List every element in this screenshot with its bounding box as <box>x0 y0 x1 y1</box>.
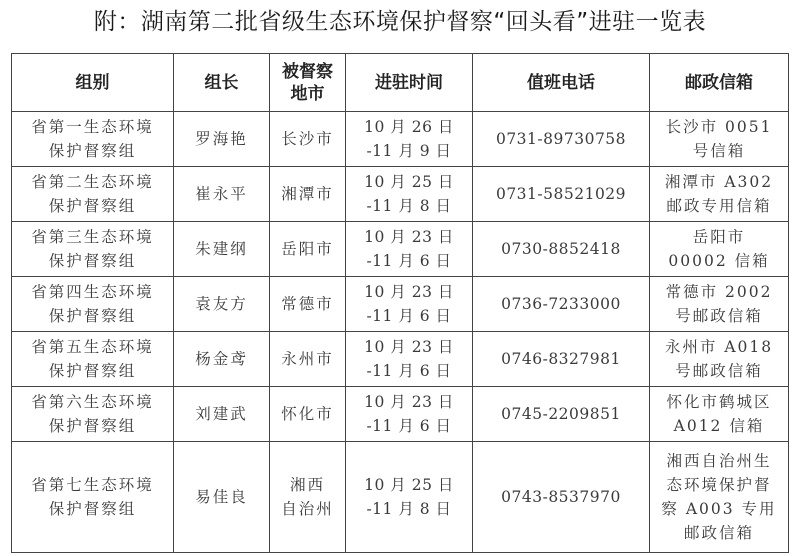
mailbox-line1: 岳阳市 <box>692 228 746 246</box>
time-line2: -11 月 9 日 <box>366 142 452 160</box>
table-body <box>12 112 789 553</box>
group-line1: 省第四生态环境 <box>31 283 154 301</box>
cell-leader: 崔永平 <box>174 167 270 222</box>
cell-phone: 0743-8537970 <box>473 442 650 553</box>
time-line1: 10 月 25 日 <box>364 476 454 494</box>
cell-city <box>270 167 346 222</box>
mailbox-line2: 态环境保护督 <box>666 476 772 494</box>
mailbox-line1: 湘西自治州生 <box>666 452 772 470</box>
cell-phone: 0746-8327981 <box>473 332 650 387</box>
time-line1: 10 月 23 日 <box>364 228 454 246</box>
city-line1: 常德市 <box>281 295 334 313</box>
table-row <box>12 167 789 222</box>
page-title: 附：湖南第二批省级生态环境保护督察“回头看”进驻一览表 <box>93 9 707 35</box>
cell-city <box>270 277 346 332</box>
mailbox-line2: 号信箱 <box>692 142 746 160</box>
city-line1: 永州市 <box>281 350 334 368</box>
cell-group <box>12 222 174 277</box>
city-line1: 岳阳市 <box>281 240 334 258</box>
group-line1: 省第一生态环境 <box>31 118 154 136</box>
cell-phone: 0745-2209851 <box>473 387 650 442</box>
time-line1: 10 月 23 日 <box>364 338 454 356</box>
cell-city <box>270 387 346 442</box>
mailbox-line1: 长沙市 0051 <box>665 118 773 136</box>
cell-leader: 袁友方 <box>174 277 270 332</box>
group-line1: 省第五生态环境 <box>31 338 154 356</box>
time-line1: 10 月 23 日 <box>364 283 454 301</box>
cell-time <box>346 387 473 442</box>
mailbox-line4: 邮政信箱 <box>683 524 754 542</box>
city-line1: 长沙市 <box>281 130 334 148</box>
cell-group <box>12 167 174 222</box>
table-row <box>12 277 789 332</box>
group-line2: 保护督察组 <box>48 417 137 435</box>
cell-mailbox <box>650 167 789 222</box>
time-line2: -11 月 6 日 <box>366 362 452 380</box>
time-line2: -11 月 6 日 <box>366 307 452 325</box>
cell-leader: 刘建武 <box>174 387 270 442</box>
cell-leader: 易佳良 <box>174 442 270 553</box>
header-mailbox: 邮政信箱 <box>650 54 789 112</box>
header-city <box>270 54 346 112</box>
cell-time <box>346 167 473 222</box>
city-line1: 湘西 <box>289 476 325 494</box>
mailbox-line3: 察 A003 专用 <box>661 500 777 518</box>
cell-group <box>12 277 174 332</box>
time-line1: 10 月 23 日 <box>364 393 454 411</box>
cell-phone: 0730-8852418 <box>473 222 650 277</box>
cell-time <box>346 222 473 277</box>
header-leader: 组长 <box>174 54 270 112</box>
cell-leader: 罗海艳 <box>174 112 270 167</box>
cell-time <box>346 112 473 167</box>
cell-mailbox <box>650 387 789 442</box>
cell-time <box>346 442 473 553</box>
mailbox-line1: 湘潭市 A302 <box>664 173 774 191</box>
cell-city <box>270 332 346 387</box>
city-line1: 湘潭市 <box>281 185 334 203</box>
cell-phone: 0731-58521029 <box>473 167 650 222</box>
time-line2: -11 月 6 日 <box>366 252 452 270</box>
group-line2: 保护督察组 <box>48 142 137 160</box>
cell-time <box>346 332 473 387</box>
table-row <box>12 112 789 167</box>
time-line2: -11 月 8 日 <box>366 500 452 518</box>
group-line2: 保护督察组 <box>48 252 137 270</box>
mailbox-line2: A012 信箱 <box>673 417 765 435</box>
cell-mailbox <box>650 442 789 553</box>
cell-mailbox <box>650 277 789 332</box>
cell-time <box>346 277 473 332</box>
inspection-table <box>11 53 789 553</box>
header-group: 组别 <box>12 54 174 112</box>
table-row <box>12 387 789 442</box>
cell-phone: 0731-89730758 <box>473 112 650 167</box>
group-line1: 省第二生态环境 <box>31 173 154 191</box>
header-time: 进驻时间 <box>346 54 473 112</box>
mailbox-line2: 号邮政信箱 <box>675 362 763 380</box>
mailbox-line2: 00002 信箱 <box>668 252 770 270</box>
cell-mailbox <box>650 112 789 167</box>
cell-leader: 朱建纲 <box>174 222 270 277</box>
cell-city <box>270 222 346 277</box>
time-line2: -11 月 8 日 <box>366 197 452 215</box>
group-line2: 保护督察组 <box>48 500 137 518</box>
mailbox-line2: 号邮政信箱 <box>675 307 763 325</box>
table-header-row <box>12 54 789 112</box>
city-line1: 怀化市 <box>281 405 334 423</box>
header-phone: 值班电话 <box>473 54 650 112</box>
city-line2: 自治州 <box>281 500 334 518</box>
cell-group <box>12 332 174 387</box>
group-line1: 省第六生态环境 <box>31 393 154 411</box>
table-row <box>12 222 789 277</box>
cell-city <box>270 112 346 167</box>
group-line1: 省第七生态环境 <box>31 476 154 494</box>
cell-group <box>12 387 174 442</box>
group-line2: 保护督察组 <box>48 197 137 215</box>
table-row <box>12 442 789 553</box>
cell-leader: 杨金鸢 <box>174 332 270 387</box>
cell-mailbox <box>650 332 789 387</box>
header-city-line2: 地市 <box>290 83 325 104</box>
mailbox-line1: 常德市 2002 <box>665 283 773 301</box>
header-city-line1: 被督察 <box>282 61 333 82</box>
group-line1: 省第三生态环境 <box>31 228 154 246</box>
time-line2: -11 月 6 日 <box>366 417 452 435</box>
mailbox-line1: 怀化市鹤城区 <box>666 393 772 411</box>
group-line2: 保护督察组 <box>48 362 137 380</box>
cell-phone: 0736-7233000 <box>473 277 650 332</box>
cell-group <box>12 112 174 167</box>
group-line2: 保护督察组 <box>48 307 137 325</box>
cell-city <box>270 442 346 553</box>
mailbox-line1: 永州市 A018 <box>664 338 774 356</box>
cell-mailbox <box>650 222 789 277</box>
mailbox-line2: 邮政专用信箱 <box>666 197 772 215</box>
table-row <box>12 332 789 387</box>
time-line1: 10 月 26 日 <box>364 118 454 136</box>
time-line1: 10 月 25 日 <box>364 173 454 191</box>
cell-group <box>12 442 174 553</box>
